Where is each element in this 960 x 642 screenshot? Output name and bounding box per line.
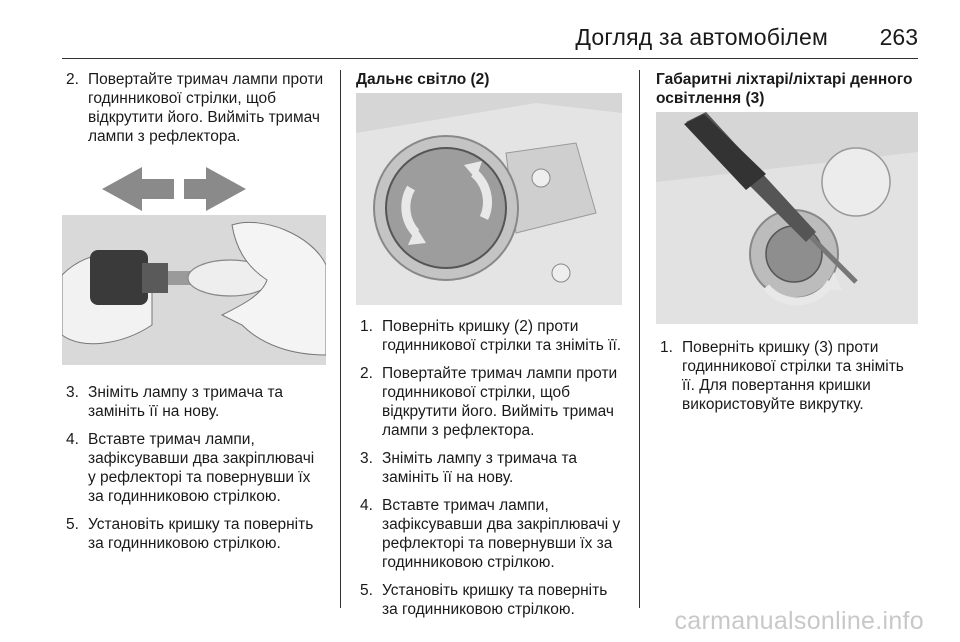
list-item <box>356 364 622 440</box>
step-text: Поверніть кришку (3) проти годинникової стрілки та зніміть її. Для повертання кришки використовуйте викрутку. <box>682 339 904 413</box>
step-number: 5. <box>360 582 373 599</box>
step-number: 3. <box>360 450 373 467</box>
column-3 <box>656 70 918 423</box>
list-item <box>356 581 622 619</box>
arrow-right-icon <box>184 167 246 211</box>
watermark: carmanualsonline.info <box>674 607 924 635</box>
section-title-high-beam: Дальнє світло (2) <box>356 71 490 88</box>
step-text: Установіть кришку та поверніть за годинниковою стрілкою. <box>88 516 314 552</box>
list-item <box>356 449 622 487</box>
instruction-list <box>62 70 326 146</box>
column-2 <box>356 70 622 628</box>
list-item <box>62 70 326 146</box>
page-header <box>62 10 918 59</box>
column-divider <box>340 70 341 608</box>
instruction-list <box>356 317 622 619</box>
step-text: Вставте тримач лампи, зафіксувавши два закріплювачі у рефлекторі та повернувши їх за годинниковою стрілкою. <box>382 497 621 571</box>
list-item <box>356 317 622 355</box>
instruction-list <box>656 338 918 414</box>
step-text: Зніміть лампу з тримача та замініть її на нову. <box>382 450 577 486</box>
step-number: 4. <box>360 497 373 514</box>
high-beam-cover-illustration <box>356 93 622 305</box>
column-1 <box>62 70 326 562</box>
step-text: Повертайте тримач лампи проти годинникової стрілки, щоб відкрутити його. Вийміть тримач лампи з рефлектора. <box>382 365 618 439</box>
column-divider <box>639 70 640 608</box>
list-item <box>62 515 326 553</box>
screwdriver-illustration <box>656 112 918 324</box>
list-item <box>62 383 326 421</box>
step-text: Зніміть лампу з тримача та замініть її на нову. <box>88 384 283 420</box>
section-title-side-lights: Габаритні ліхтарі/ліхтарі денного освітлення (3) <box>656 71 913 107</box>
list-item <box>356 496 622 572</box>
list-item <box>656 338 918 414</box>
step-text: Установіть кришку та поверніть за годинниковою стрілкою. <box>382 582 608 618</box>
step-number: 1. <box>360 318 373 335</box>
step-number: 1. <box>660 339 673 356</box>
list-item <box>62 430 326 506</box>
instruction-list <box>62 383 326 553</box>
step-number: 2. <box>66 71 79 88</box>
step-number: 5. <box>66 516 79 533</box>
page-number: 263 <box>879 24 918 50</box>
step-number: 2. <box>360 365 373 382</box>
bulb-removal-illustration <box>62 155 326 365</box>
arrow-left-icon <box>102 167 174 211</box>
page-title: Догляд за автомобілем <box>575 24 828 50</box>
step-number: 3. <box>66 384 79 401</box>
step-text: Повертайте тримач лампи проти годинникової стрілки, щоб відкрутити його. Вийміть тримач лампи з рефлектора. <box>88 71 324 145</box>
step-number: 4. <box>66 431 79 448</box>
step-text: Поверніть кришку (2) проти годинникової стрілки та зніміть її. <box>382 318 622 354</box>
step-text: Вставте тримач лампи, зафіксувавши два закріплювачі у рефлекторі та повернувши їх за годинниковою стрілкою. <box>88 431 315 505</box>
